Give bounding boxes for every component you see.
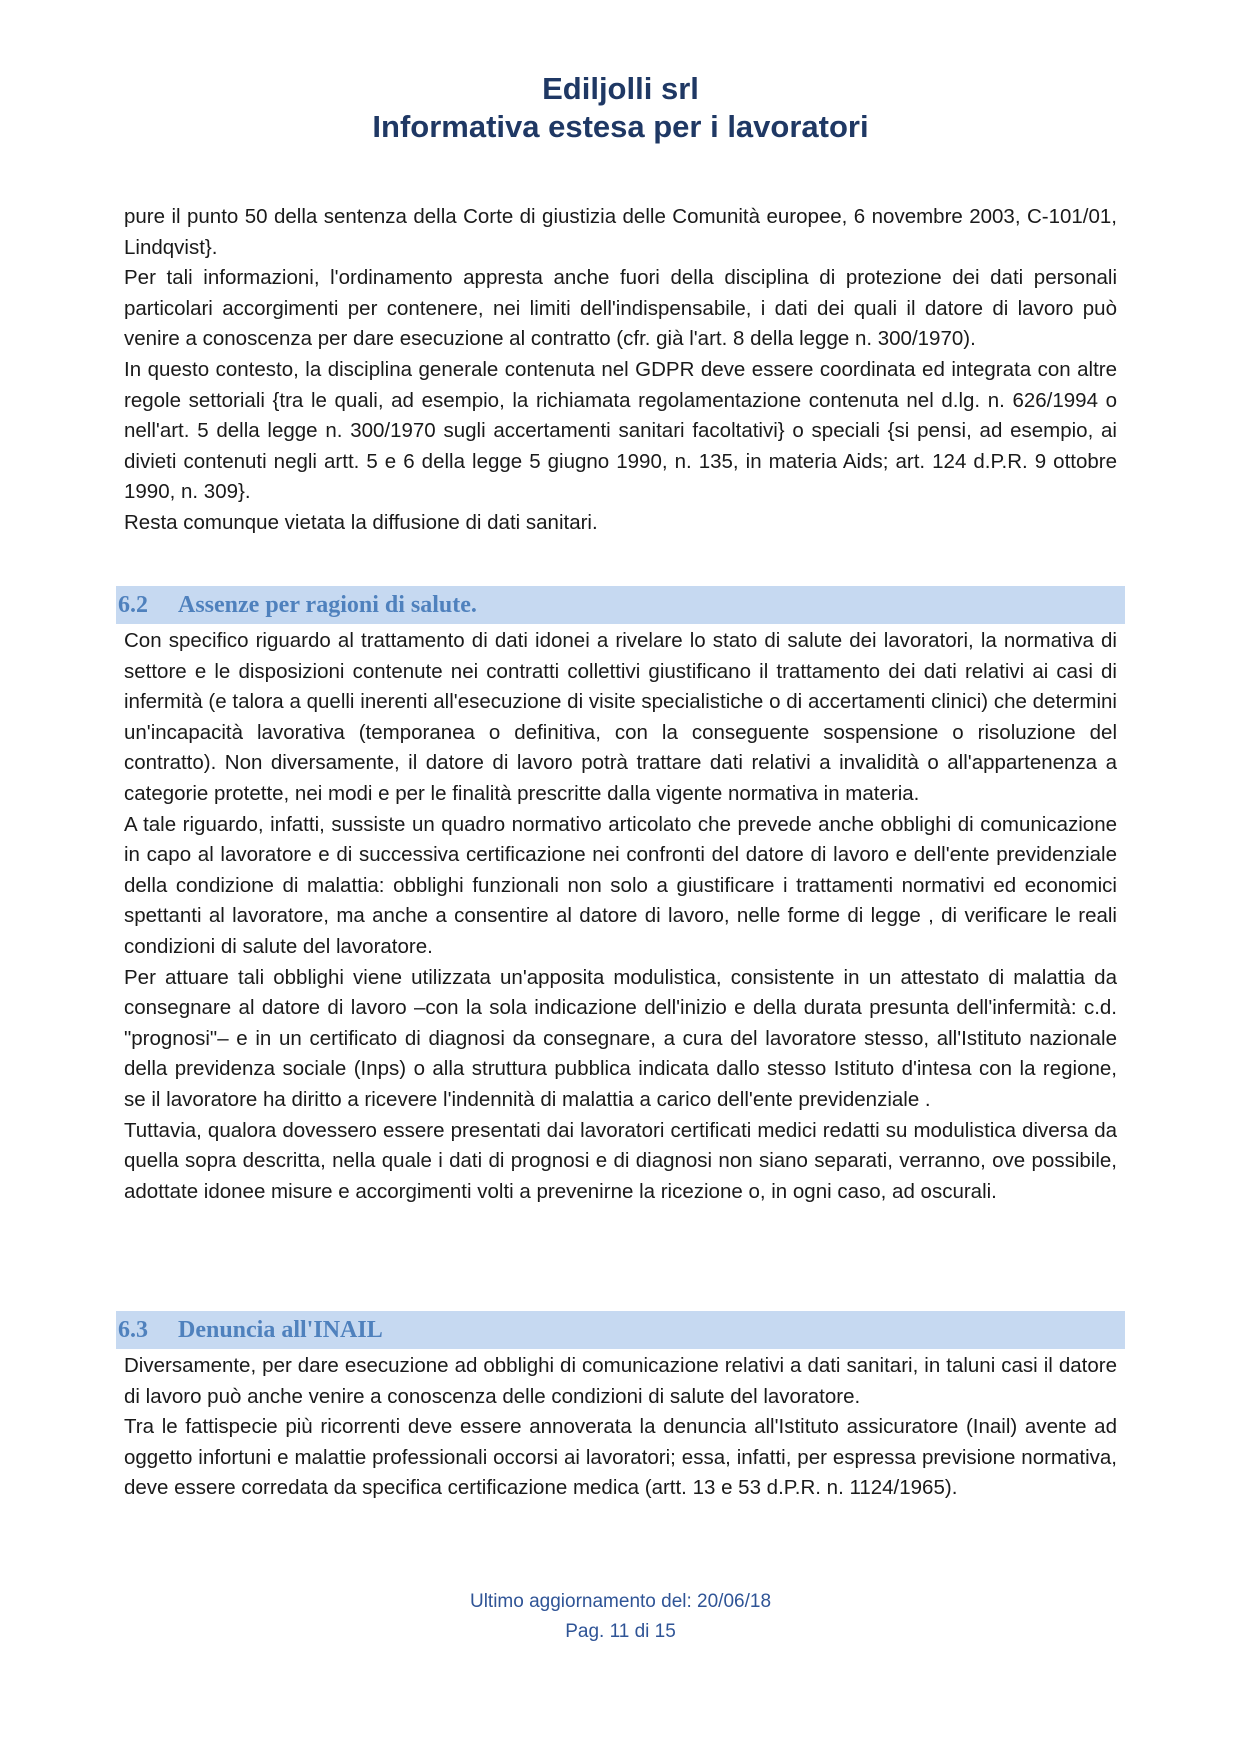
section-heading-6-3 (116, 1311, 1125, 1349)
paragraph: Per tali informazioni, l'ordinamento appresta anche fuori della disciplina di protezione dei dati personali particolari accorgimenti per contenere, nei limiti dell'indispensabile, i dati dei quali il datore di lavoro può venire a conoscenza per dare esecuzione al contratto (cfr. già l'art. 8 della legge n. 300/1970). (124, 266, 1117, 351)
section-number: 6.3 (118, 1317, 148, 1343)
section-title: Denuncia all'INAIL (178, 1317, 383, 1343)
paragraph: Con specifico riguardo al trattamento di dati idonei a rivelare lo stato di salute dei lavoratori, la normativa di settore e le disposizioni contenute nei contratti collettivi giustificano il trattamento dei dati relativi ai casi di infermità (e talora a quelli inerenti all'esecuzione di visite specialistiche o di accertamenti clinici) che determini un'incapacità lavorativa (temporanea o definitiva, con la conseguente sospensione o risoluzione del contratto). Non diversamente, il datore di lavoro potrà trattare dati relativi a invalidità o all'appartenenza a categorie protette, nei modi e per le finalità prescritte dalla vigente normativa in materia. (124, 629, 1117, 805)
page-header (0, 70, 1241, 146)
paragraph: Per attuare tali obblighi viene utilizzata un'apposita modulistica, consistente in un attestato di malattia da consegnare al datore di lavoro –con la sola indicazione dell'inizio e della durata presunta dell'infermità: c.d. "prognosi"– e in un certificato di diagnosi da consegnare, a cura del lavoratore stesso, all'Istituto nazionale della previdenza sociale (Inps) o alla struttura pubblica indicata dallo stesso Istituto d'intesa con la regione, se il lavoratore ha diritto a ricevere l'indennità di malattia a carico dell'ente previdenziale . (124, 965, 1117, 1111)
paragraph: Resta comunque vietata la diffusione di dati sanitari. (124, 510, 598, 534)
document-title: Informativa estesa per i lavoratori (372, 109, 869, 144)
paragraph: Tuttavia, qualora dovessero essere presentati dai lavoratori certificati medici redatti su modulistica diversa da quella sopra descritta, nella quale i dati di prognosi e di diagnosi non siano separati, verranno, ove possibile, adottate idonee misure e accorgimenti volti a prevenirne la ricezione o, in ogni caso, ad oscurali. (124, 1118, 1117, 1203)
section-number: 6.2 (118, 592, 148, 618)
section-6-2-text (124, 626, 1117, 1207)
page-number: Pag. 11 di 15 (565, 1621, 676, 1642)
paragraph: In questo contesto, la disciplina generale contenuta nel GDPR deve essere coordinata ed integrata con altre regole settoriali {tra le quali, ad esempio, la richiamata regolamentazione contenuta nel d.lg. n. 626/1994 o nell'art. 5 della legge n. 300/1970 sugli accertamenti sanitari facoltativi} o speciali {si pensi, ad esempio, ai divieti contenuti negli artt. 5 e 6 della legge 5 giugno 1990, n. 135, in materia Aids; art. 124 d.P.R. 9 ottobre 1990, n. 309}. (124, 357, 1117, 504)
paragraph: pure il punto 50 della sentenza della Corte di giustizia delle Comunità europee, 6 novembre 2003, C-101/01, Lindqvist}. (124, 205, 1117, 259)
section-heading-6-2 (116, 586, 1125, 624)
paragraph: A tale riguardo, infatti, sussiste un quadro normativo articolato che prevede anche obblighi di comunicazione in capo al lavoratore e di successiva certificazione nei confronti del datore di lavoro e dell'ente previdenziale della condizione di malattia: obblighi funzionali non solo a giustificare i trattamenti normativi ed economici spettanti al lavoratore, ma anche a consentire al datore di lavoro, nelle forme di legge , di verificare le reali condizioni di salute del lavoratore. (124, 812, 1117, 958)
company-name: Ediljolli srl (542, 71, 699, 106)
paragraph: Tra le fattispecie più ricorrenti deve essere annoverata la denuncia all'Istituto assicuratore (Inail) avente ad oggetto infortuni e malattie professionali occorsi ai lavoratori; essa, infatti, per espressa previsione normativa, deve essere corredata da specifica certificazione medica (artt. 13 e 53 d.P.R. n. 1124/1965). (124, 1415, 1117, 1500)
intro-text (124, 202, 1117, 539)
last-update-text: Ultimo aggiornamento del: 20/06/18 (469, 1591, 772, 1612)
section-6-3-text (124, 1351, 1117, 1504)
page-footer (0, 1587, 1241, 1647)
section-title: Assenze per ragioni di salute. (178, 592, 477, 618)
paragraph: Diversamente, per dare esecuzione ad obblighi di comunicazione relativi a dati sanitari, in taluni casi il datore di lavoro può anche venire a conoscenza delle condizioni di salute del lavoratore. (124, 1354, 1117, 1408)
